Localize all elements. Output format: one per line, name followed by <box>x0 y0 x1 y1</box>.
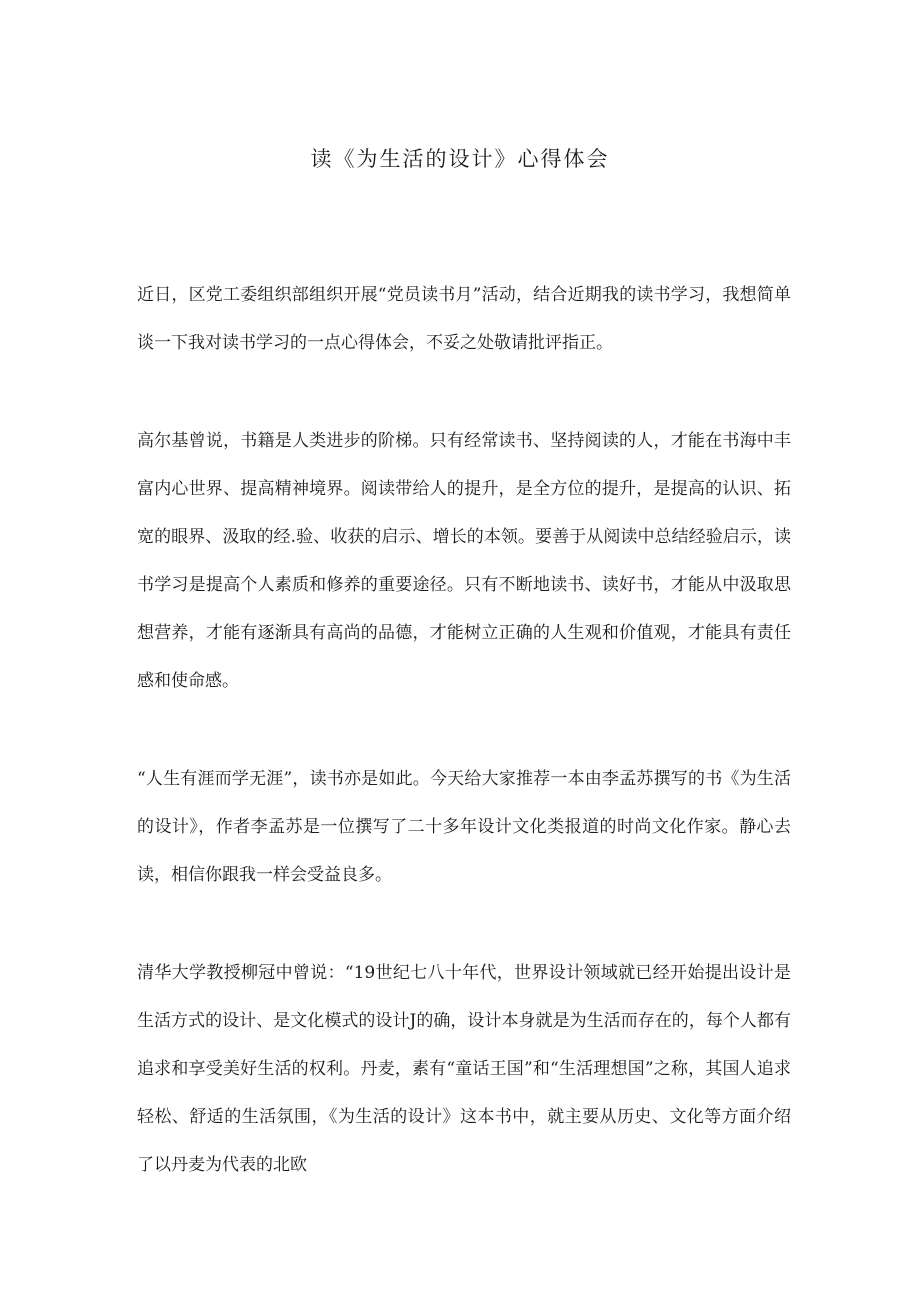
paragraph-book-recommendation: “人生有涯而学无涯”，读书亦是如此。今天给大家推荐一本由李孟苏撰写的书《为生活的设计》，作者李孟苏是一位撰写了二十多年设计文化类报道的时尚文化作家。静心去读，相信你跟我一样会受益良多。 <box>137 769 791 885</box>
paragraph-design-life: 清华大学教授柳冠中曾说：“19世纪七八十年代，世界设计领域就已经开始提出设计是生活方式的设计、是文化模式的设计J的确，设计本身就是为生活而存在的，每个人都有追求和享受美好生活的权利。丹麦，素有“童话王国”和“生活理想国”之称，其国人追求轻松、舒适的生活氛围，《为生活的设计》这本书中，就主要从历史、文化等方面介绍了以丹麦为代表的北欧 <box>137 963 791 1175</box>
document-body <box>137 271 791 1239</box>
document-title: 读《为生活的设计》心得体会 <box>310 147 610 171</box>
paragraph-gorky-quote: 高尔基曾说，书籍是人类进步的阶梯。只有经常读书、坚持阅读的人，才能在书海中丰富内心世界、提高精神境界。阅读带给人的提升，是全方位的提升，是提高的认识、拓宽的眼界、汲取的经.验、收获的启示、增长的本领。要善于从阅读中总结经验启示，读书学习是提高个人素质和修养的重要途径。只有不断地读书、读好书，才能从中汲取思想营养，才能有逐渐具有高尚的品德，才能树立正确的人生观和价值观，才能具有责任感和使命感。 <box>137 431 791 691</box>
paragraph-intro: 近日，区党工委组织部组织开展“党员读书月”活动，结合近期我的读书学习，我想简单谈一下我对读书学习的一点心得体会，不妥之处敬请批评指正。 <box>137 285 791 353</box>
